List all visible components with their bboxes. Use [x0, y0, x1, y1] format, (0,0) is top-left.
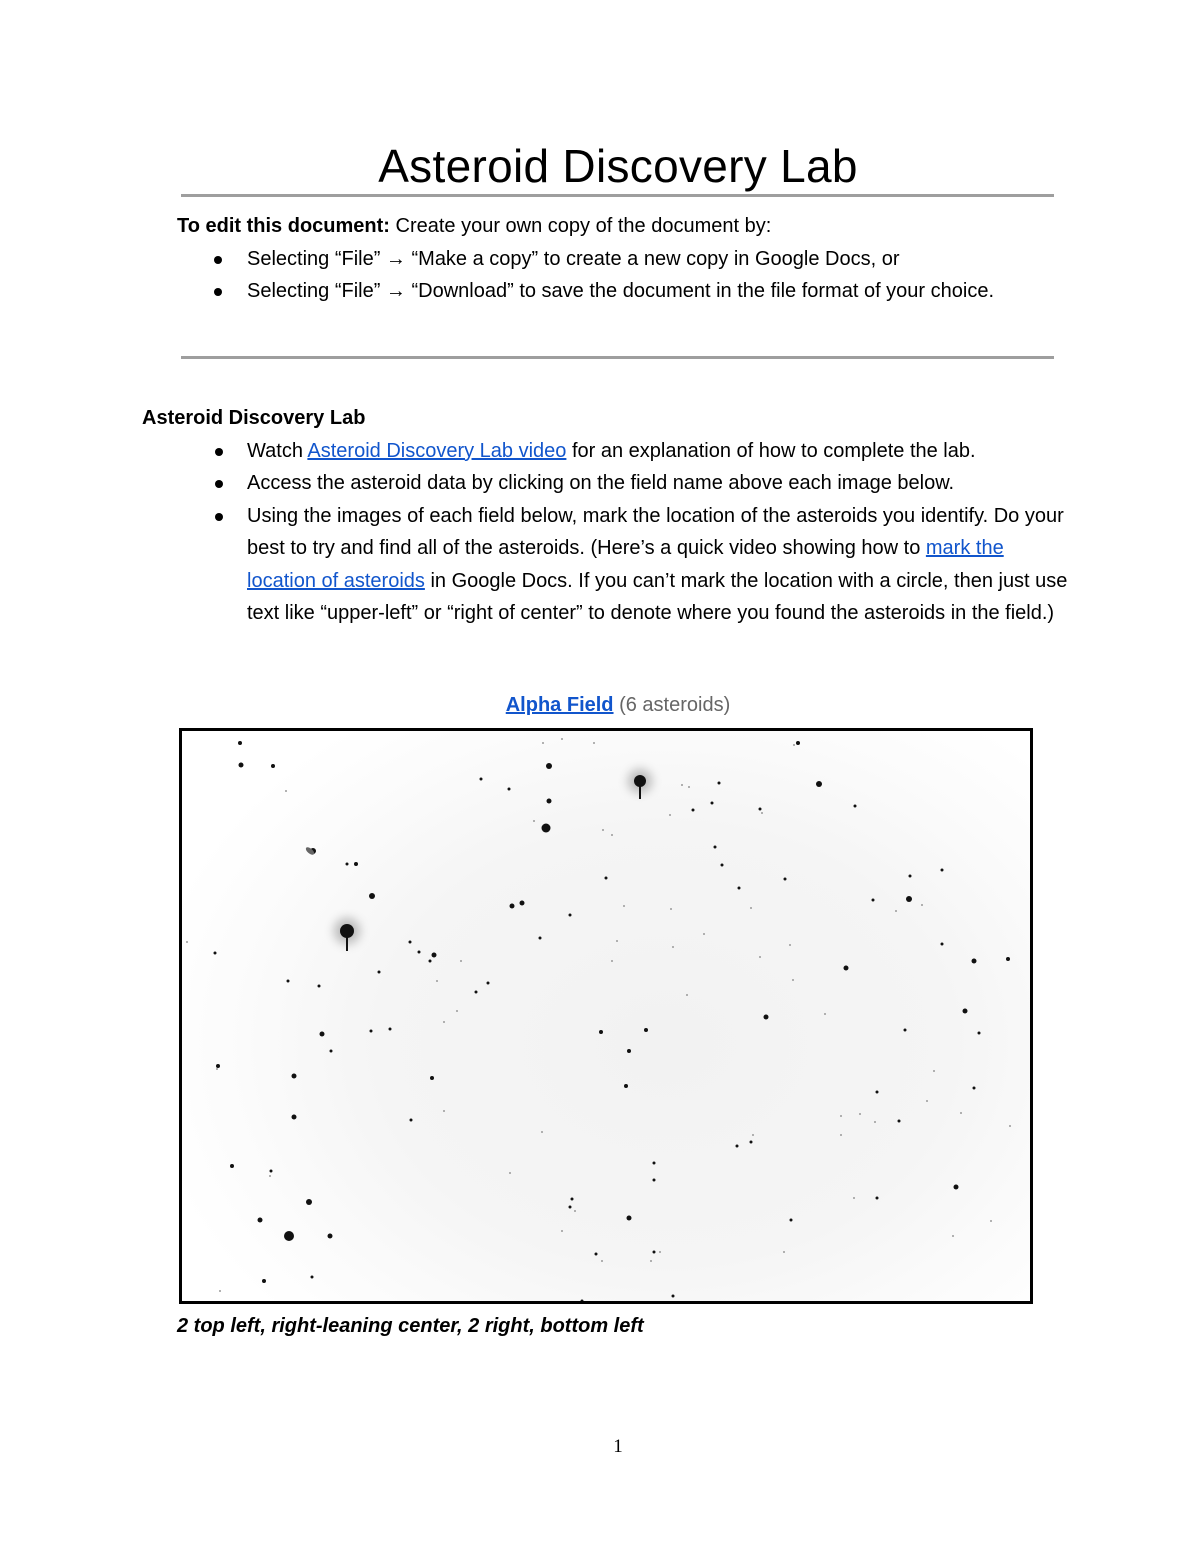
star-dot [436, 980, 438, 982]
mark-asteroids-video-link[interactable]: mark the location of asteroids [247, 537, 1004, 592]
star-dot [1006, 957, 1010, 961]
star-dot [216, 1064, 220, 1068]
star-dot [389, 1028, 392, 1031]
star-dot [330, 1050, 333, 1053]
star-dot [627, 1049, 631, 1053]
star-dot [262, 1279, 266, 1283]
star-dot [611, 960, 613, 962]
star-dot [990, 1220, 992, 1222]
star-dot [789, 944, 791, 946]
answer-text: 2 top left, right-leaning center, 2 right, bottom left [177, 1315, 644, 1337]
star-dot [601, 1260, 603, 1262]
star-dot [541, 1131, 543, 1133]
edit-instructions-intro [177, 210, 1057, 243]
star-dot [653, 1251, 656, 1254]
star-dot [542, 742, 544, 744]
star-dot [284, 1231, 294, 1241]
star-dot [872, 899, 875, 902]
star-dot [561, 1230, 563, 1232]
star-dot [318, 985, 321, 988]
list-item [142, 500, 1072, 630]
diffraction-spike [639, 781, 641, 799]
star-dot [460, 960, 462, 962]
star-dot [904, 1029, 907, 1032]
star-dot [859, 1113, 861, 1115]
star-dot [793, 744, 795, 746]
list-item [177, 275, 1057, 308]
bullet-icon [215, 480, 223, 488]
star-dot [669, 814, 671, 816]
star-dot [595, 1253, 598, 1256]
section-heading: Asteroid Discovery Lab [142, 407, 366, 429]
star-dot [703, 933, 705, 935]
star-dot [840, 1134, 842, 1136]
star-dot [963, 1009, 968, 1014]
lab-instructions-list [142, 435, 1072, 630]
list-item-text: for an explanation of how to complete the lab. [566, 439, 976, 462]
star-dot [186, 941, 188, 943]
star-dot [285, 790, 287, 792]
star-dot [876, 1197, 879, 1200]
star-dot [721, 864, 724, 867]
star-dot [569, 914, 572, 917]
star-dot [627, 1216, 632, 1221]
star-dot [238, 741, 242, 745]
star-dot [960, 1112, 962, 1114]
star-dot [672, 1295, 675, 1298]
star-dot [487, 982, 490, 985]
star-dot [790, 1219, 793, 1222]
bullet-icon [215, 448, 223, 456]
star-dot [895, 910, 897, 912]
star-dot [292, 1115, 297, 1120]
star-dot [844, 966, 849, 971]
star-dot [909, 875, 912, 878]
star-dot [430, 1076, 434, 1080]
star-dot [686, 994, 688, 996]
page-number: 1 [613, 1436, 623, 1457]
star-dot [520, 901, 525, 906]
star-dot [906, 896, 912, 902]
list-item-text: Selecting “File” → “Make a copy” to create a new copy in Google Docs, or [247, 247, 900, 270]
horizontal-rule-bottom [181, 356, 1054, 359]
bullet-icon [214, 288, 222, 296]
star-dot [354, 862, 358, 866]
star-dot [650, 1260, 652, 1262]
star-dot [752, 1134, 754, 1136]
star-dot [876, 1091, 879, 1094]
star-dot [432, 953, 437, 958]
star-dot [443, 1021, 445, 1023]
star-dot [796, 741, 800, 745]
star-dot [759, 808, 762, 811]
star-dot [764, 1015, 769, 1020]
star-dot [409, 941, 412, 944]
star-dot [644, 1028, 648, 1032]
star-dot [750, 1141, 753, 1144]
star-dot [616, 940, 618, 942]
star-dot [271, 764, 275, 768]
star-dot [599, 1030, 603, 1034]
star-dot [792, 979, 794, 981]
star-dot [306, 1199, 312, 1205]
star-dot [952, 1235, 954, 1237]
star-dot [750, 907, 752, 909]
star-dot [978, 1032, 981, 1035]
star-dot [533, 820, 535, 822]
bullet-icon [214, 256, 222, 264]
star-dot [954, 1185, 959, 1190]
star-dot [542, 824, 551, 833]
star-dot [429, 960, 432, 963]
star-dot [219, 1290, 221, 1292]
star-dot [370, 1030, 373, 1033]
star-dot [736, 1145, 739, 1148]
star-dot [1009, 1125, 1011, 1127]
star-dot [653, 1179, 656, 1182]
star-dot [410, 1119, 413, 1122]
star-dot [761, 812, 763, 814]
star-dot [670, 908, 672, 910]
list-item-text: in Google Docs. If you can’t mark the location with a circle, then just use text like “upper-left” or “right of center” to denote where you found the asteroids in the field.) [247, 569, 1068, 624]
star-dot [475, 991, 478, 994]
star-dot [230, 1164, 234, 1168]
star-dot [973, 1087, 976, 1090]
star-dot [418, 951, 421, 954]
star-dot [378, 971, 381, 974]
star-dot [561, 738, 563, 740]
list-item-text: Selecting “File” → “Download” to save the document in the file format of your choice. [247, 280, 995, 302]
horizontal-rule-top [181, 194, 1054, 197]
alpha-field-image [179, 728, 1033, 1304]
star-dot [854, 805, 857, 808]
star-dot [328, 1234, 333, 1239]
star-dot [456, 1010, 458, 1012]
star-dot [311, 1276, 314, 1279]
star-dot [539, 937, 542, 940]
edit-instructions-list [177, 243, 1057, 308]
star-dot [581, 1300, 584, 1303]
star-dot [926, 1100, 928, 1102]
list-item-text: Watch [247, 439, 308, 462]
star-dot [239, 763, 244, 768]
star-dot [921, 904, 923, 906]
star-dot [510, 904, 515, 909]
star-dot [688, 786, 690, 788]
star-dot [216, 1068, 218, 1070]
star-dot [783, 1251, 785, 1253]
star-dot [320, 1032, 325, 1037]
star-dot [287, 980, 290, 983]
star-dot [738, 887, 741, 890]
star-dot [853, 1197, 855, 1199]
list-item [142, 467, 1072, 500]
star-dot [480, 778, 483, 781]
star-dot [369, 893, 375, 899]
star-dot [659, 1251, 661, 1253]
star-dot [653, 1162, 656, 1165]
alpha-field-link[interactable]: Alpha Field [505, 694, 614, 716]
star-dot [840, 1115, 842, 1117]
star-dot [571, 1198, 574, 1201]
star-dot [941, 943, 944, 946]
star-dot [898, 1120, 901, 1123]
star-dot [346, 863, 349, 866]
star-dot [605, 877, 608, 880]
star-dot [547, 799, 552, 804]
list-item [142, 435, 1072, 468]
list-item [177, 243, 1057, 276]
star-dot [681, 784, 683, 786]
star-dot [711, 802, 714, 805]
star-dot [692, 809, 695, 812]
star-dot [623, 905, 625, 907]
star-dot [214, 952, 217, 955]
list-item-text: Using the images of each field below, mark the location of the asteroids you identify. Do your best to try and find all of the asteroids. (Here’s a quick video showing how to [247, 504, 1064, 559]
star-dot [270, 1170, 273, 1173]
edit-instructions-label: To edit this document: [177, 215, 390, 237]
star-dot [292, 1074, 297, 1079]
star-dot [714, 846, 717, 849]
field-caption [0, 694, 1200, 717]
star-dot [874, 1121, 876, 1123]
star-dot [784, 878, 787, 881]
star-dot [611, 834, 613, 836]
star-dot [718, 782, 721, 785]
list-item-text: Access the asteroid data by clicking on the field name above each image below. [247, 472, 955, 494]
star-dot [933, 1070, 935, 1072]
asteroid-count: (6 asteroids) [613, 694, 731, 716]
star-dot [824, 1013, 826, 1015]
diffraction-spike [346, 931, 348, 951]
star-dot [574, 1210, 576, 1212]
star-dot [972, 959, 977, 964]
star-dot [443, 1110, 445, 1112]
star-dot [624, 1084, 628, 1088]
star-dot [602, 829, 604, 831]
edit-instructions [177, 210, 1057, 308]
bullet-icon [215, 513, 223, 521]
star-dot [759, 956, 761, 958]
star-dot [509, 1172, 511, 1174]
page-title: Asteroid Discovery Lab [378, 139, 858, 192]
star-dot [941, 869, 944, 872]
edit-instructions-text: Create your own copy of the document by: [389, 215, 772, 237]
star-dot [508, 788, 511, 791]
star-dot [269, 1175, 271, 1177]
star-dot [593, 742, 595, 744]
lab-section [142, 402, 1072, 630]
star-dot [546, 763, 552, 769]
star-dot [258, 1218, 263, 1223]
star-dot [816, 781, 822, 787]
star-dot [672, 946, 674, 948]
lab-video-link[interactable]: Asteroid Discovery Lab video [307, 439, 567, 462]
star-dot [569, 1206, 572, 1209]
